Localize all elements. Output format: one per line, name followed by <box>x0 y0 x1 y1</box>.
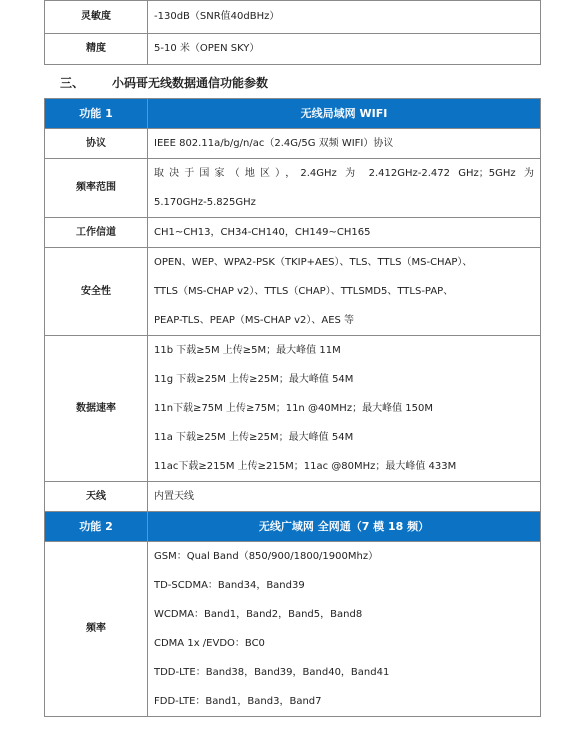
row-value: -130dB（SNR值40dBHz） <box>148 1 541 34</box>
value-line: OPEN、WEP、WPA2-PSK（TKIP+AES）、TLS、TTLS（MS-CHAP）、 <box>154 257 473 268</box>
row-value: IEEE 802.11a/b/g/n/ac（2.4G/5G 双频 WIFI）协议 <box>148 129 541 159</box>
row-value: 5-10 米（OPEN SKY） <box>148 34 541 65</box>
header-value: 无线广域网 全网通（7 模 18 频） <box>148 512 541 542</box>
value-line: 11a 下载≥25M 上传≥25M；最大峰值 54M <box>154 432 354 443</box>
header-value: 无线局域网 WIFI <box>148 99 541 129</box>
positioning-params-table <box>44 0 541 65</box>
value-line: 11ac下载≥215M 上传≥215M；11ac @80MHz；最大峰值 433M <box>154 461 457 472</box>
wireless-params-table <box>44 98 541 717</box>
row-value <box>148 336 541 482</box>
row-value <box>148 248 541 336</box>
row-label: 天线 <box>45 482 148 512</box>
header-label: 功能 2 <box>45 512 148 542</box>
row-label: 数据速率 <box>45 336 148 482</box>
value-line: 11n下载≥75M 上传≥75M；11n @40MHz；最大峰值 150M <box>154 403 433 414</box>
table-row <box>45 129 541 159</box>
value-line: FDD-LTE：Band1，Band3，Band7 <box>154 696 322 707</box>
row-label: 工作信道 <box>45 218 148 248</box>
section-title-text: 小码哥无线数据通信功能参数 <box>112 76 269 90</box>
value-line: TTLS（MS-CHAP v2）、TTLS（CHAP）、TTLSMD5、TTLS-PAP、 <box>154 286 454 297</box>
table-row <box>45 542 541 717</box>
value-line: CDMA 1x /EVDO：BC0 <box>154 638 265 649</box>
row-label: 精度 <box>45 34 148 65</box>
value-line: 5.170GHz-5.825GHz <box>154 197 256 208</box>
value-line: WCDMA：Band1，Band2，Band5，Band8 <box>154 609 363 620</box>
row-label: 协议 <box>45 129 148 159</box>
value-line: 取决于国家（地区），2.4GHz 为 2.412GHz-2.472 GHz；5GHz 为 <box>154 168 534 179</box>
row-label: 频率 <box>45 542 148 717</box>
row-value <box>148 159 541 218</box>
table-row <box>45 336 541 482</box>
table-row <box>45 248 541 336</box>
row-value: 内置天线 <box>148 482 541 512</box>
value-line: GSM：Qual Band（850/900/1800/1900Mhz） <box>154 551 379 562</box>
section-heading <box>60 74 268 91</box>
table-header-row <box>45 99 541 129</box>
row-label: 安全性 <box>45 248 148 336</box>
table-row <box>45 159 541 218</box>
table-header-row <box>45 512 541 542</box>
row-value <box>148 542 541 717</box>
table-row <box>45 34 541 65</box>
row-value: CH1~CH13，CH34-CH140，CH149~CH165 <box>148 218 541 248</box>
table-row <box>45 482 541 512</box>
value-line: TD-SCDMA：Band34，Band39 <box>154 580 305 591</box>
value-line: PEAP-TLS、PEAP（MS-CHAP v2）、AES 等 <box>154 315 355 326</box>
table-row <box>45 1 541 34</box>
value-line: 11b 下载≥5M 上传≥5M；最大峰值 11M <box>154 345 341 356</box>
row-label: 频率范围 <box>45 159 148 218</box>
row-label: 灵敏度 <box>45 1 148 34</box>
section-number: 三、 <box>60 76 85 90</box>
header-label: 功能 1 <box>45 99 148 129</box>
table-row <box>45 218 541 248</box>
value-line: 11g 下载≥25M 上传≥25M；最大峰值 54M <box>154 374 354 385</box>
value-line: TDD-LTE：Band38，Band39，Band40，Band41 <box>154 667 390 678</box>
